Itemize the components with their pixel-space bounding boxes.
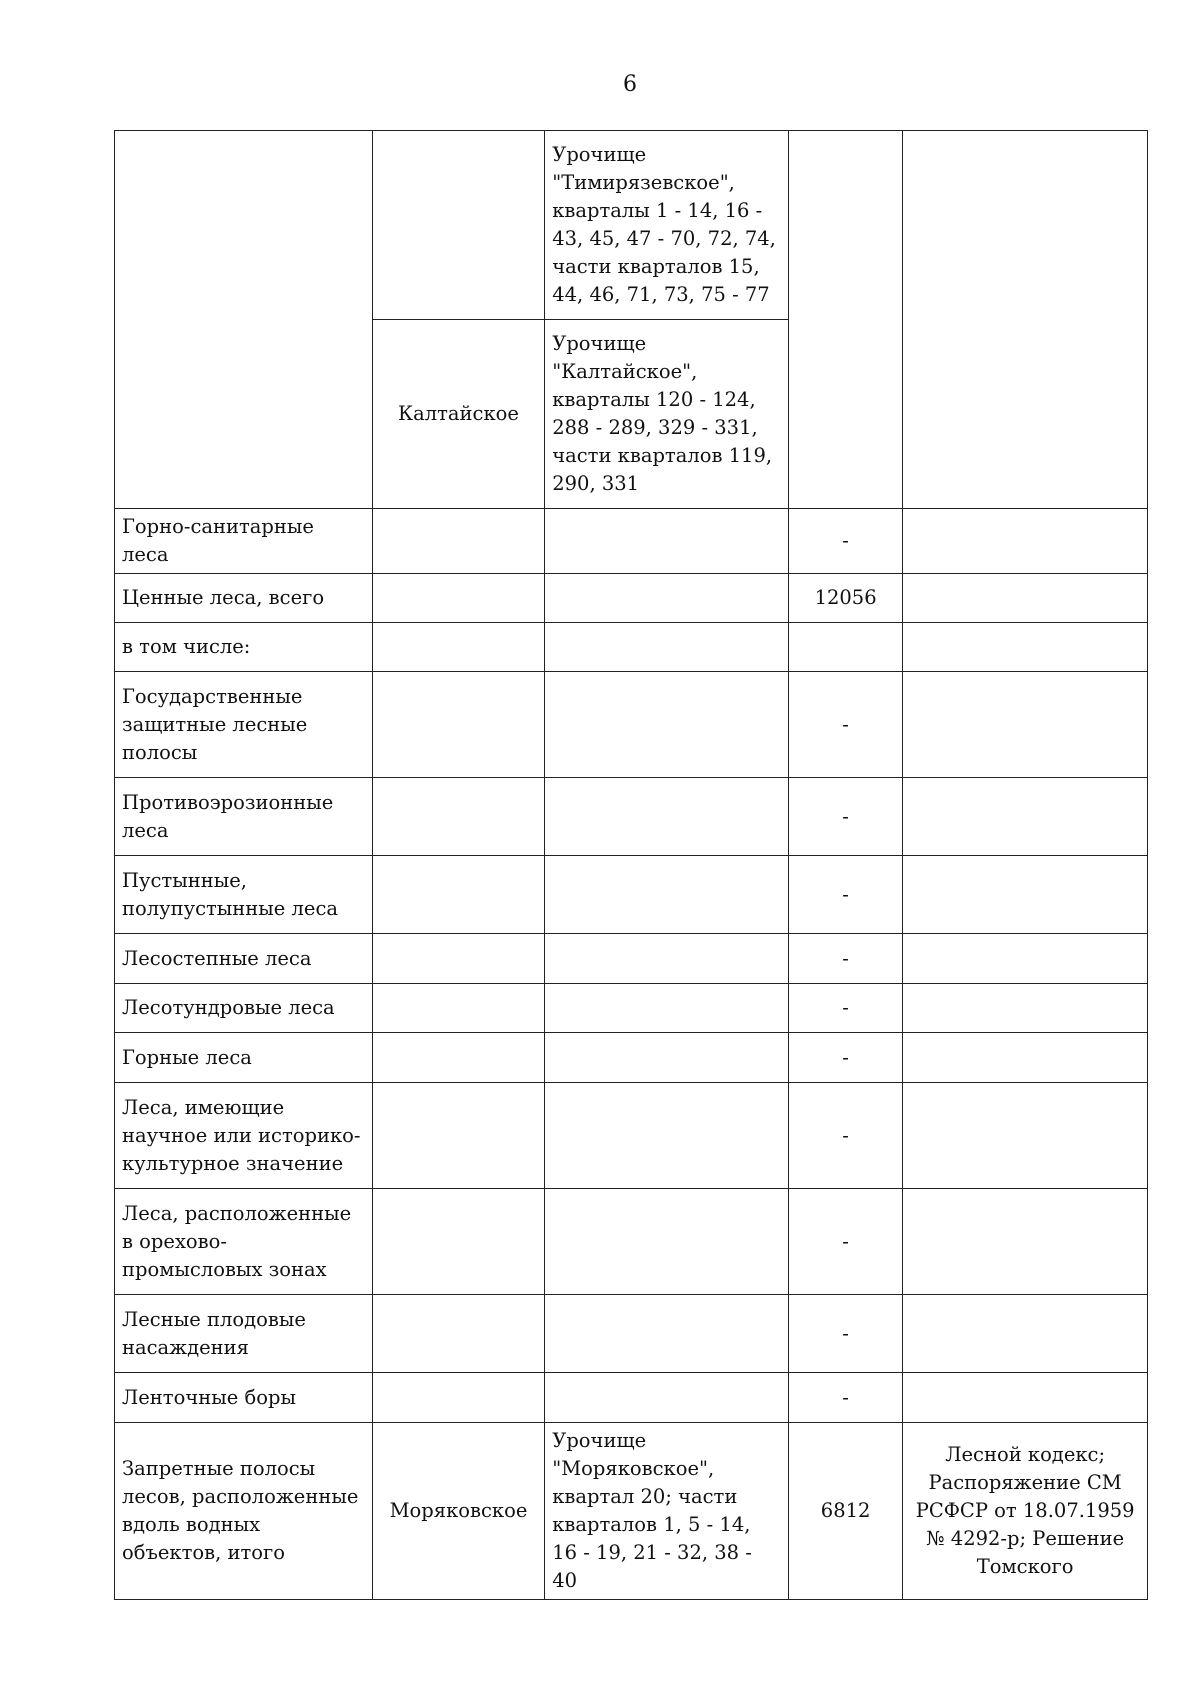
basis-cell — [903, 574, 1148, 623]
table-row — [115, 778, 1148, 856]
location-cell — [545, 1033, 789, 1083]
location-cell — [545, 934, 789, 984]
location-cell: Урочище "Калтайское", кварталы 120 - 124, 288 - 289, 329 - 331, части кварталов 119, 290, 331 — [545, 320, 789, 509]
forestry-cell — [372, 934, 545, 984]
basis-cell — [903, 131, 1148, 509]
basis-cell — [903, 672, 1148, 778]
table-row — [115, 1295, 1148, 1373]
category-cell: Горно-санитарные леса — [115, 509, 373, 574]
area-cell: - — [788, 856, 902, 934]
location-cell — [545, 1189, 789, 1295]
category-cell: Запретные полосы лесов, расположенные вдоль водных объектов, итого — [115, 1423, 373, 1600]
area-cell: - — [788, 1373, 902, 1423]
forestry-cell — [372, 1189, 545, 1295]
forestry-cell — [372, 856, 545, 934]
forestry-cell — [372, 778, 545, 856]
category-cell: Ценные леса, всего — [115, 574, 373, 623]
basis-cell — [903, 984, 1148, 1033]
table-row — [115, 1083, 1148, 1189]
category-cell: в том числе: — [115, 623, 373, 672]
location-cell — [545, 672, 789, 778]
basis-cell — [903, 1033, 1148, 1083]
forestry-cell — [372, 1373, 545, 1423]
area-cell: - — [788, 1189, 902, 1295]
location-cell — [545, 1373, 789, 1423]
basis-cell — [903, 1189, 1148, 1295]
basis-cell — [903, 1295, 1148, 1373]
category-cell: Лесные плодовые насаждения — [115, 1295, 373, 1373]
table-row — [115, 574, 1148, 623]
category-cell: Пустынные, полупустынные леса — [115, 856, 373, 934]
area-cell — [788, 131, 902, 509]
location-cell — [545, 778, 789, 856]
area-cell: 6812 — [788, 1423, 902, 1600]
category-cell: Горные леса — [115, 1033, 373, 1083]
forestry-cell: Калтайское — [372, 320, 545, 509]
forestry-cell — [372, 623, 545, 672]
location-cell — [545, 1295, 789, 1373]
category-cell — [115, 131, 373, 509]
area-cell — [788, 623, 902, 672]
location-cell — [545, 509, 789, 574]
basis-cell — [903, 778, 1148, 856]
table-row — [115, 1033, 1148, 1083]
forestry-cell — [372, 672, 545, 778]
basis-cell — [903, 856, 1148, 934]
forestry-cell — [372, 1295, 545, 1373]
category-cell: Леса, имеющие научное или историко-культурное значение — [115, 1083, 373, 1189]
forestry-cell — [372, 131, 545, 320]
basis-cell: Лесной кодекс; Распоряжение СМ РСФСР от 18.07.1959 № 4292-р; Решение Томского — [903, 1423, 1148, 1600]
basis-cell — [903, 509, 1148, 574]
area-cell: - — [788, 1083, 902, 1189]
area-cell: 12056 — [788, 574, 902, 623]
table-row — [115, 1373, 1148, 1423]
area-cell: - — [788, 672, 902, 778]
area-cell: - — [788, 984, 902, 1033]
category-cell: Лесотундровые леса — [115, 984, 373, 1033]
forestry-cell: Моряковское — [372, 1423, 545, 1600]
category-cell: Ленточные боры — [115, 1373, 373, 1423]
forestry-cell — [372, 1033, 545, 1083]
category-cell: Леса, расположенные в орехово-промысловых зонах — [115, 1189, 373, 1295]
table-row — [115, 131, 1148, 320]
location-cell — [545, 574, 789, 623]
table-row — [115, 934, 1148, 984]
location-cell: Урочище "Моряковское", квартал 20; части кварталов 1, 5 - 14, 16 - 19, 21 - 32, 38 - 40 — [545, 1423, 789, 1600]
forestry-cell — [372, 984, 545, 1033]
table-row — [115, 509, 1148, 574]
category-cell: Лесостепные леса — [115, 934, 373, 984]
basis-cell — [903, 1373, 1148, 1423]
location-cell — [545, 1083, 789, 1189]
category-cell: Противоэрозионные леса — [115, 778, 373, 856]
forest-table — [114, 130, 1148, 1600]
forestry-cell — [372, 1083, 545, 1189]
table-row — [115, 1423, 1148, 1600]
forestry-cell — [372, 574, 545, 623]
area-cell: - — [788, 1033, 902, 1083]
location-cell — [545, 856, 789, 934]
area-cell: - — [788, 1295, 902, 1373]
table-row — [115, 1189, 1148, 1295]
area-cell: - — [788, 778, 902, 856]
location-cell — [545, 623, 789, 672]
category-cell: Государственные защитные лесные полосы — [115, 672, 373, 778]
area-cell: - — [788, 934, 902, 984]
location-cell: Урочище "Тимирязевское", кварталы 1 - 14, 16 - 43, 45, 47 - 70, 72, 74, части кварталов 15, 44, 46, 71, 73, 75 - 77 — [545, 131, 789, 320]
area-cell: - — [788, 509, 902, 574]
table-row — [115, 984, 1148, 1033]
table-row — [115, 856, 1148, 934]
page-number: 6 — [623, 72, 637, 97]
basis-cell — [903, 1083, 1148, 1189]
basis-cell — [903, 623, 1148, 672]
table-row — [115, 623, 1148, 672]
basis-cell — [903, 934, 1148, 984]
forestry-cell — [372, 509, 545, 574]
location-cell — [545, 984, 789, 1033]
table-row — [115, 672, 1148, 778]
